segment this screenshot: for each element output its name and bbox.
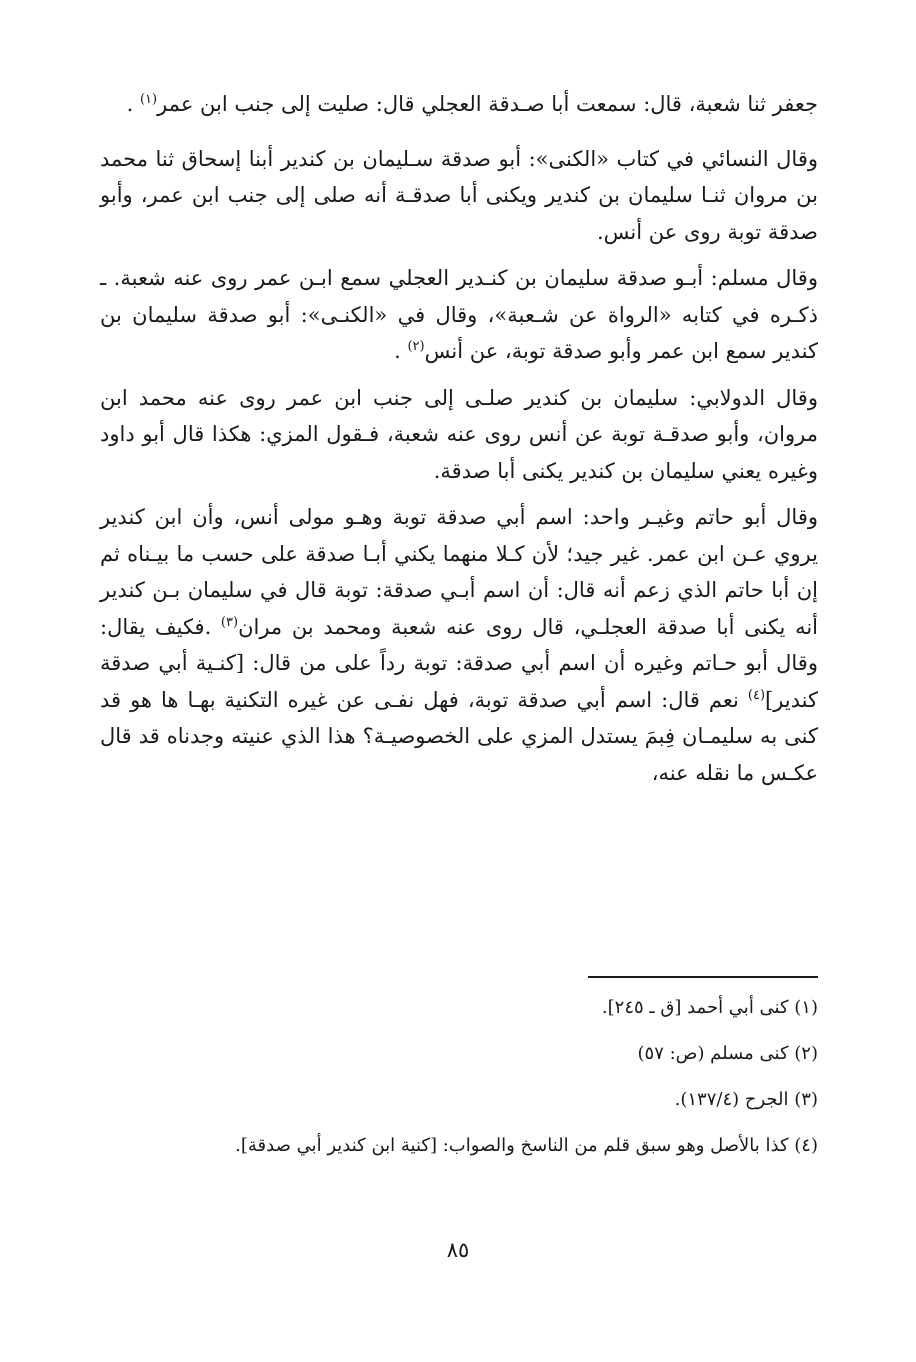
page-number: ٨٥ (446, 1238, 470, 1262)
paragraph-2 (100, 141, 818, 251)
paragraph-3 (100, 260, 818, 370)
main-text (100, 86, 818, 801)
footnote-2: (٢) كنى مسلم (ص: ٥٧) (637, 1043, 818, 1064)
paragraph-tail: . (126, 92, 140, 116)
footnote-ref-2[interactable]: (٢) (407, 339, 425, 354)
footnote-ref-3[interactable]: (٣) (220, 614, 239, 630)
paragraph-4 (100, 380, 818, 490)
paragraph-text: وقال الدولابي: سليمان بن كندير صلـى إلى جنب ابن عمر روى عنه محمد ابن مروان، وأبو صدقـة توبة عن أنس روى عنه شعبة، فـقول المزي: هكذا قال أبو داود وغيره يعني سليمان بن كندير يكنى أبا صدقة. (100, 385, 818, 483)
paragraph-text: وقال النسائي في كتاب «الكنى»: أبو صدقة سـليمان بن كندير أبنا إسحاق ثنا محمد بن مروان ثنـا سليمان بن كندير ويكنى أبا صدقـة أنه صلى إلى جنب ابن عمر، وأبو صدقة توبة روى عن أنس. (100, 146, 818, 244)
paragraph-text: وقال أبو حاتم وغيـر واحد: اسم أبي صدقة توبة وهـو مولى أنس، وأن ابن كندير يروي عـن ابن عمر. غير جيد؛ لأن كـلا منهما يكني أبـا صدقة على حسب ما بيـناه ثم إن أبا حاتم الذي زعم أنه قال: أن اسم أبـي صدقة: توبة قال في سليمان بـن كندير أنه يكنى أبا صدقة العجلـي، قال روى عنه شعبة ومحمد بن مران (100, 505, 819, 639)
footnote-4: (٤) كذا بالأصل وهو سبق قلم من الناسخ والصواب: [كنية ابن كندير أبي صدقة]. (235, 1135, 818, 1156)
paragraph-text: جعفر ثنا شعبة، قال: سمعت أبا صـدقة العجلي قال: صليت إلى جنب ابن عمر (157, 92, 818, 116)
paragraph-5 (100, 499, 818, 791)
footnote-ref-4[interactable]: (٤) (747, 687, 766, 703)
footnote-ref-1[interactable]: (١) (139, 92, 158, 107)
paragraph-1 (100, 86, 818, 123)
paragraph-text: وقال مسلم: أبـو صدقة سليمان بن كنـدير العجلي سمع ابـن عمر روى عنه شعبة. ـ ذكـره في كتابه «الرواة عن شـعبة»، وقال في «الكنـى»: أبو صدقة سليمان بن كندير سمع ابن عمر وأبو صدقة توبة، عن أنس (100, 266, 818, 363)
paragraph-tail: . (394, 339, 408, 363)
footnote-separator (588, 976, 818, 978)
footnote-3: (٣) الجرح (١٣٧/٤). (674, 1089, 818, 1110)
footnote-1: (١) كنى أبي أحمد [ق ـ ٢٤٥]. (601, 997, 818, 1018)
footnotes (118, 992, 818, 1176)
paragraph-tail: .فكيف يقال: وقال أبو حـاتم وغيره أن اسم أبي صدقة: توبة رداً على من قال: [كنـية أبي صدقة كندير] (100, 614, 818, 712)
paragraph-tail: نعم قال: اسم أبي صدقة توبة، فهل نفـى عن غيره التكنية بهـا ها هو قد كنى به سليمـان فِبمَ يستدل المزي على الخصوصيـة؟ هذا الذي عنيته وجدناه قد قال عكـس ما نقله عنه، (100, 687, 818, 785)
